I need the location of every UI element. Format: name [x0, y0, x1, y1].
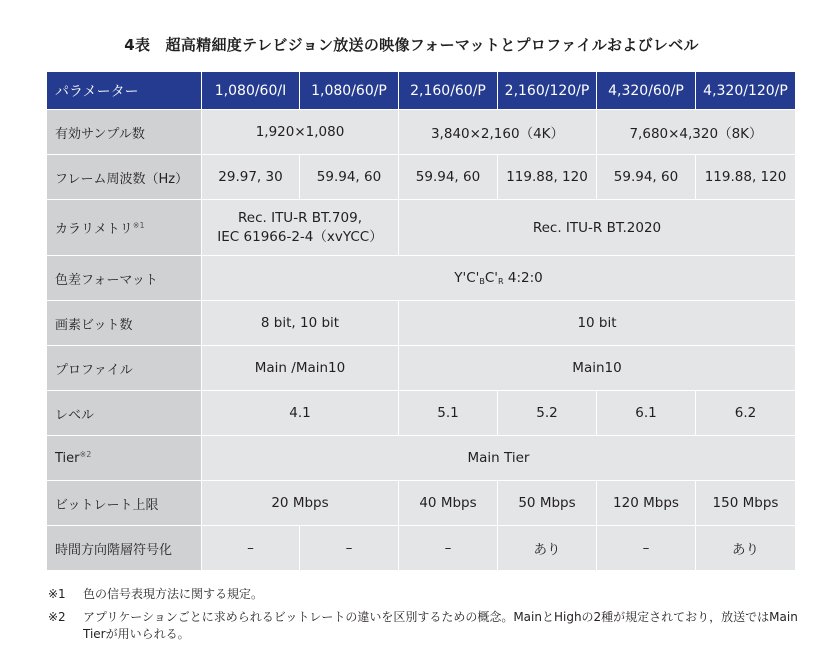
table-cell: Main /Main10	[202, 346, 399, 391]
table-cell: 1,920×1,080	[202, 110, 399, 155]
row-label-text: カラリメトリ	[55, 222, 133, 237]
footnote-ref: ※2	[79, 450, 92, 459]
row-label	[47, 200, 202, 256]
table-cell: 120 Mbps	[597, 481, 696, 526]
table-cell: 29.97, 30	[202, 155, 300, 200]
table-cell: 5.1	[399, 391, 498, 436]
footnote-ref: ※1	[132, 221, 145, 230]
table-cell: 5.2	[498, 391, 597, 436]
footnote-text: 色の信号表現方法に関する規定。	[83, 587, 264, 601]
row-color-diff	[47, 256, 796, 301]
table-cell: 3,840×2,160（4K）	[399, 110, 597, 155]
row-bitrate	[47, 481, 796, 526]
footnote-2	[46, 609, 806, 643]
table-cell: –	[202, 526, 300, 571]
row-label: フレーム周波数（Hz）	[47, 155, 202, 200]
table-cell: 4.1	[202, 391, 399, 436]
colorimetry-hd-line1: Rec. ITU-R BT.709,	[238, 209, 362, 226]
row-label: レベル	[47, 391, 202, 436]
row-label: プロファイル	[47, 346, 202, 391]
ycc-sub-b: B	[479, 277, 485, 286]
table-title: 4表 超高精細度テレビジョン放送の映像フォーマットとプロファイルおよびレベル	[124, 36, 699, 54]
footnote-text: アプリケーションごとに求められるビットレートの違いを区別するための概念。MainとHighの2種が規定されており，放送ではMain Tierが用いられる。	[83, 610, 798, 641]
table-cell: 59.94, 60	[399, 155, 498, 200]
table-cell	[202, 200, 399, 256]
table-cell: あり	[696, 526, 796, 571]
table-cell: –	[399, 526, 498, 571]
table-cell: 119.88, 120	[696, 155, 796, 200]
ycc-text: 4:2:0	[503, 270, 543, 286]
row-colorimetry	[47, 200, 796, 256]
table-cell: Main10	[399, 346, 796, 391]
row-label-text: Tier	[55, 451, 80, 466]
table-cell: 59.94, 60	[300, 155, 399, 200]
format-spec-table	[46, 71, 796, 571]
table-cell: 50 Mbps	[498, 481, 597, 526]
row-temporal-coding	[47, 526, 796, 571]
row-tier	[47, 436, 796, 481]
table-cell: 10 bit	[399, 301, 796, 346]
row-profile	[47, 346, 796, 391]
row-bit-depth	[47, 301, 796, 346]
footnote-mark: ※1	[48, 587, 66, 601]
table-cell: –	[300, 526, 399, 571]
table-cell: Main Tier	[202, 436, 796, 481]
table-cell: 20 Mbps	[202, 481, 399, 526]
header-col-4320-120-p: 4,320/120/P	[696, 72, 796, 110]
header-col-1080-60-p: 1,080/60/P	[300, 72, 399, 110]
row-samples	[47, 110, 796, 155]
row-level	[47, 391, 796, 436]
row-label: 時間方向階層符号化	[47, 526, 202, 571]
colorimetry-hd-line2: IEC 61966-2-4（xvYCC）	[217, 228, 383, 245]
header-col-4320-60-p: 4,320/60/P	[597, 72, 696, 110]
table-cell: –	[597, 526, 696, 571]
row-label: 画素ビット数	[47, 301, 202, 346]
footnote-1	[46, 586, 806, 603]
table-cell: 6.1	[597, 391, 696, 436]
row-frame-rate	[47, 155, 796, 200]
table-cell: 119.88, 120	[498, 155, 597, 200]
table-cell: 7,680×4,320（8K）	[597, 110, 796, 155]
ycc-text: C'	[484, 270, 499, 286]
table-header-row	[47, 72, 796, 110]
table-cell: 150 Mbps	[696, 481, 796, 526]
row-label: 色差フォーマット	[47, 256, 202, 301]
header-parameter: パラメーター	[47, 72, 202, 110]
table-cell: 6.2	[696, 391, 796, 436]
row-label: 有効サンプル数	[47, 110, 202, 155]
ycc-text: Y'C'	[454, 270, 480, 286]
row-label	[47, 436, 202, 481]
header-col-2160-120-p: 2,160/120/P	[498, 72, 597, 110]
table-cell: 40 Mbps	[399, 481, 498, 526]
table-cell: あり	[498, 526, 597, 571]
footnotes	[46, 586, 806, 649]
table-cell	[202, 256, 796, 301]
table-cell: 8 bit, 10 bit	[202, 301, 399, 346]
ycc-sub-r: R	[498, 277, 504, 286]
table-cell: 59.94, 60	[597, 155, 696, 200]
header-col-1080-60-i: 1,080/60/I	[202, 72, 300, 110]
header-col-2160-60-p: 2,160/60/P	[399, 72, 498, 110]
table-cell: Rec. ITU-R BT.2020	[399, 200, 796, 256]
footnote-mark: ※2	[48, 610, 66, 624]
row-label: ビットレート上限	[47, 481, 202, 526]
